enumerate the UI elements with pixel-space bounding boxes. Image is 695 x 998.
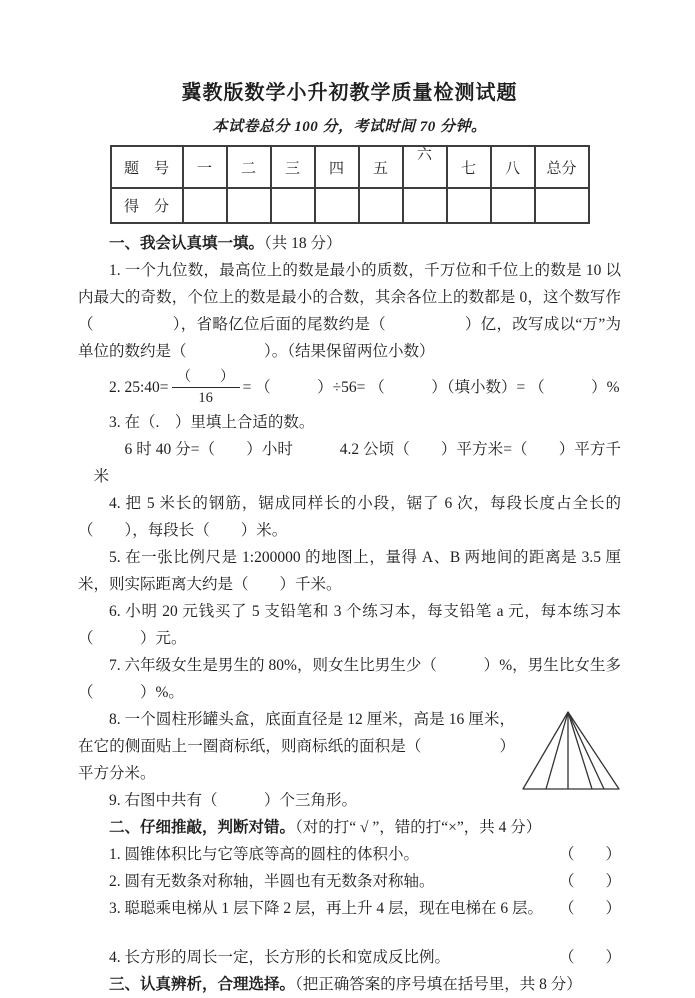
col-6: 六: [403, 146, 447, 188]
section1-heading-rest: （共 18 分）: [264, 235, 342, 252]
question-5: 5. 在一张比例尺是 1:200000 的地图上，量得 A、B 两地间的距离是 3.5 厘米，则实际距离大约是（ ）千米。: [78, 549, 621, 593]
col-7: 七: [447, 146, 491, 188]
question-3: 3. 在（. ）里填上合适的数。: [109, 414, 315, 431]
col-4: 四: [315, 146, 359, 188]
score-cell: [183, 188, 227, 223]
question-number-label: 题 号: [111, 146, 183, 188]
score-cell: [315, 188, 359, 223]
judge-item-4: [78, 944, 621, 971]
exam-body: [78, 230, 621, 998]
judge-item-1-answer: （ ）: [558, 846, 621, 863]
score-label: 得 分: [111, 188, 183, 223]
section3-heading: [78, 971, 621, 998]
fraction-numerator: （ ）: [172, 368, 240, 388]
question-4: 4. 把 5 米长的钢筋，锯成同样长的小段，锯了 6 次，每段长度占全长的（ ），每段长（ ）米。: [78, 495, 621, 539]
question-8-9-block: [78, 706, 621, 814]
section2-heading-bold: 二、仔细推敲，判断对错。: [109, 819, 296, 836]
judge-item-2-answer: （ ）: [558, 873, 621, 890]
page-title: 冀教版数学小升初教学质量检测试题: [181, 82, 518, 104]
section1-heading-bold: 一、我会认真填一填。: [109, 235, 265, 252]
exam-instructions: 本试卷总分 100 分，考试时间 70 分钟。: [212, 119, 487, 135]
question-2-suffix: = （ ）÷56= （ ）（填小数）= （ ）%: [242, 378, 620, 396]
col-total: 总分: [535, 146, 589, 188]
col-3: 三: [271, 146, 315, 188]
judge-item-4-text: 4. 长方形的周长一定，长方形的长和宽成反比例。: [109, 949, 451, 966]
judge-item-4-answer: （ ）: [558, 949, 621, 966]
score-table: [110, 145, 590, 224]
fraction-denominator: 16: [198, 389, 213, 406]
section3-heading-rest: （把正确答案的序号填在括号里，共 8 分）: [295, 976, 582, 993]
score-cell: [403, 188, 447, 223]
score-cell: [447, 188, 491, 223]
question-2-prefix: 2. 25:40=: [109, 378, 169, 396]
col-5: 五: [359, 146, 403, 188]
judge-item-3-answer: （ ）: [558, 900, 621, 917]
judge-item-3-text: 3. 聪聪乘电梯从 1 层下降 2 层，再上升 4 层，现在电梯在 6 层。: [109, 900, 544, 917]
question-7: 7. 六年级女生是男生的 80%，则女生比男生少（ ）%，男生比女生多（ ）%。: [78, 657, 621, 701]
triangle-figure: [521, 708, 621, 794]
question-3-subline: 6 时 40 分=（ ）小时 4.2 公顷（ ）平方米=（ ）平方千米: [93, 441, 621, 485]
judge-item-1-text: 1. 圆锥体积比与它等底等高的圆柱的体积小。: [109, 846, 420, 863]
col-2: 二: [227, 146, 271, 188]
score-cell: [227, 188, 271, 223]
section2-heading-rest: （对的打“ √ ”，错的打“×”，共 4 分）: [295, 819, 542, 836]
question-1: 1. 一个九位数，最高位上的数是最小的质数，千万位和千位上的数是 10 以内最大的奇数，个位上的数是最小的合数，其余各位上的数都是 0，这个数写作（ ），省略亿位后面的尾数约是（ ）亿，改写成以“万”为单位的数约是（ ）。（结果保留两位小数）: [78, 262, 621, 360]
question-9: 9. 右图中共有（ ）个三角形。: [109, 792, 358, 809]
section2-heading: [78, 814, 621, 841]
score-cell: [535, 188, 589, 223]
col-8: 八: [491, 146, 535, 188]
question-8: 8. 一个圆柱形罐头盒，底面直径是 12 厘米，高是 16 厘米，在它的侧面贴上一圈商标纸，则商标纸的面积是（ ）平方分米。: [78, 711, 515, 782]
judge-item-2: [78, 868, 621, 895]
score-table-header-row: [111, 146, 589, 188]
judge-item-3: [78, 895, 621, 922]
question-2: [78, 365, 621, 409]
judge-item-2-text: 2. 圆有无数条对称轴，半圆也有无数条对称轴。: [109, 873, 435, 890]
score-cell: [359, 188, 403, 223]
col-1: 一: [183, 146, 227, 188]
judge-item-1: [78, 841, 621, 868]
section1-heading: [78, 230, 621, 257]
section3-heading-bold: 三、认真辨析，合理选择。: [109, 976, 296, 993]
score-cell: [491, 188, 535, 223]
fraction: [172, 368, 240, 407]
score-table-score-row: [111, 188, 589, 223]
score-cell: [271, 188, 315, 223]
question-6: 6. 小明 20 元钱买了 5 支铅笔和 3 个练习本，每支铅笔 a 元，每本练习本（ ）元。: [78, 603, 621, 647]
